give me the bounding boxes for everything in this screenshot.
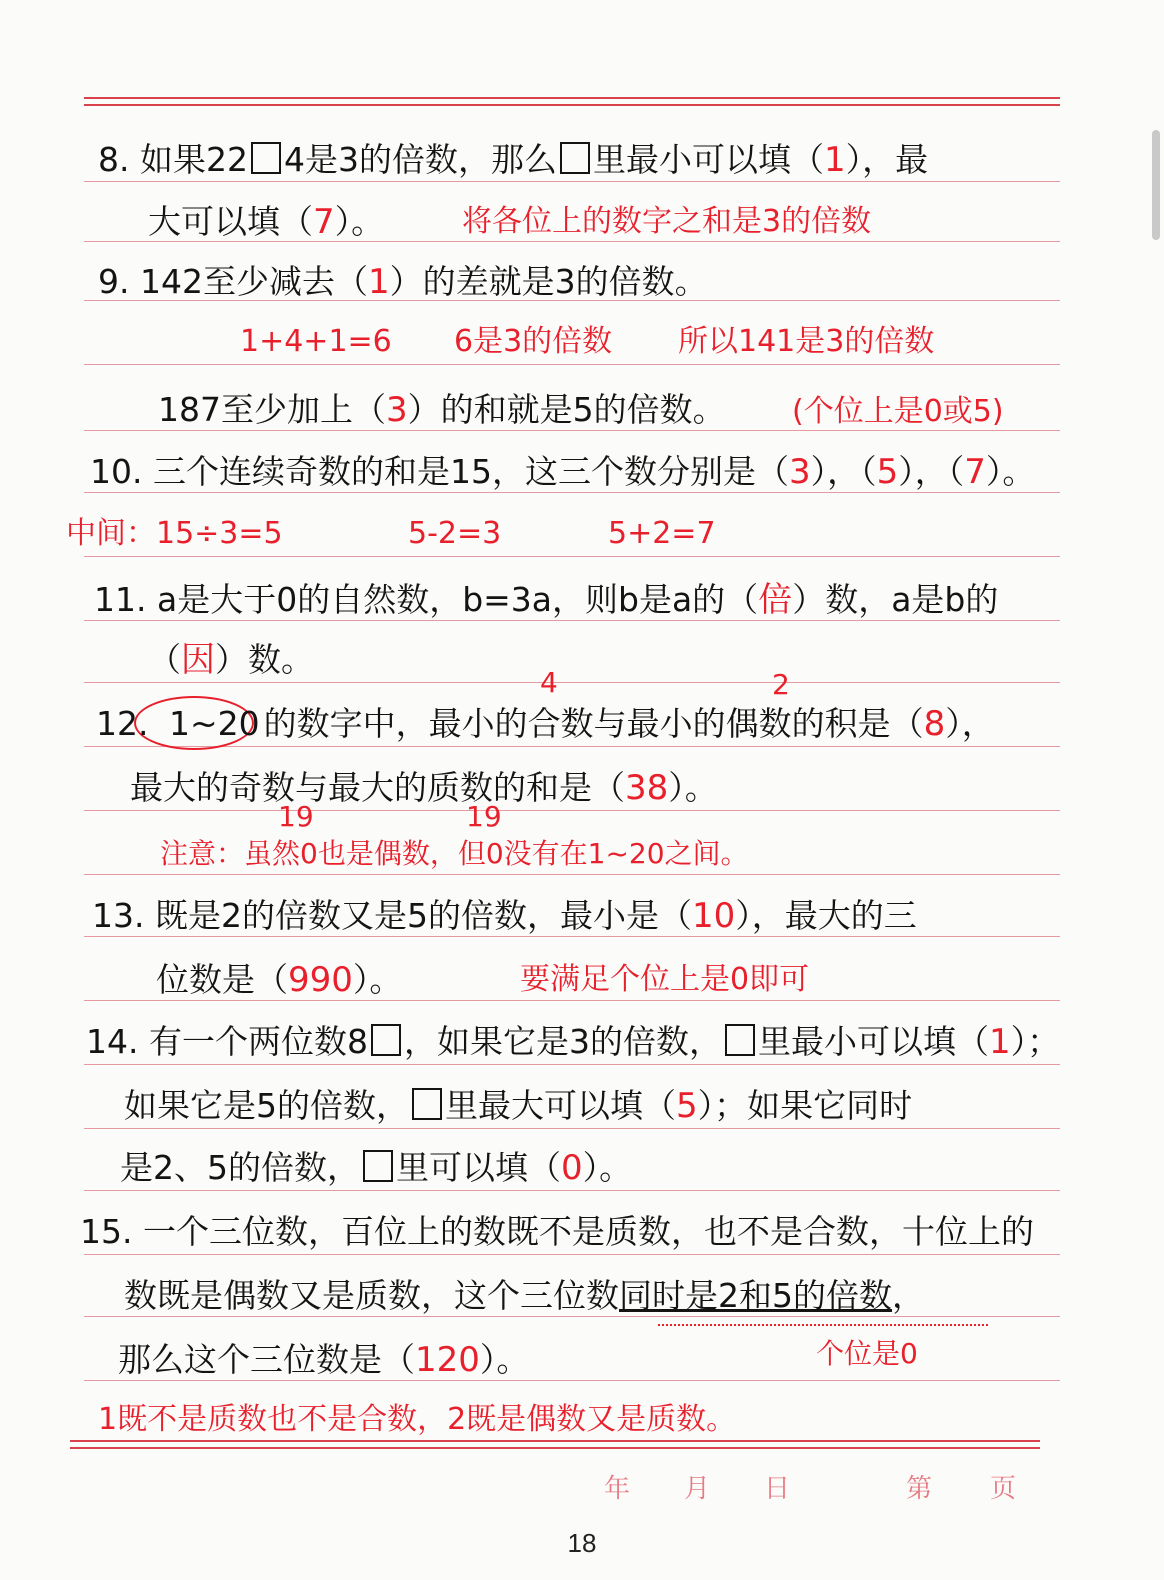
problem-13-answer-1: 10 — [691, 896, 736, 936]
problem-14-text-d: ）； — [1010, 1022, 1061, 1061]
bottom-border-line — [70, 1447, 1040, 1449]
problem-11-text-b: ）数，a是b的 — [792, 580, 999, 619]
ruled-line — [84, 620, 1060, 621]
problem-9-text-c: 187至少加上（ — [158, 390, 386, 429]
ruled-line — [84, 1190, 1060, 1191]
problem-9-line-2 — [158, 390, 726, 430]
problem-10-note-3: 5+2=7 — [608, 516, 716, 551]
problem-14-answer-2: 5 — [676, 1086, 698, 1126]
problem-14-text-j: ）。 — [582, 1148, 633, 1187]
problem-13-text-a: 13. 既是2的倍数又是5的倍数，最小是（ — [92, 896, 692, 935]
ruled-line — [84, 1064, 1060, 1065]
problem-15-text-c: 那么这个三位数是（ — [118, 1340, 415, 1379]
problem-11-answer-1: 倍 — [758, 580, 793, 620]
problem-11-text-c: （ — [148, 640, 181, 679]
problem-9-answer-2: 3 — [386, 390, 408, 430]
problem-12-text-b: ）， — [945, 704, 995, 743]
top-border-line — [84, 97, 1060, 99]
problem-10-text-a: 10. 三个连续奇数的和是15，这三个数分别是（ — [90, 452, 789, 491]
problem-11-text-d: ）数。 — [215, 640, 314, 679]
problem-12-answer-1: 8 — [923, 704, 946, 744]
problem-15-text-b3: ， — [892, 1276, 925, 1315]
problem-14-text-b: ，如果它是3的倍数， — [403, 1022, 722, 1061]
problem-9-note-4: (个位上是0或5) — [792, 394, 1004, 429]
problem-13-line-2 — [156, 960, 402, 1000]
problem-9-note-1: 1+4+1=6 — [240, 324, 392, 359]
ruled-line — [84, 1000, 1060, 1001]
ruled-line — [84, 936, 1060, 937]
problem-12-text-a: 的数字中，最小的合数与最小的偶数的积是（ — [263, 704, 924, 743]
problem-8-text-f: ）。 — [334, 202, 385, 241]
problem-13-note: 要满足个位上是0即可 — [520, 962, 810, 997]
problem-14-text-a: 14. 有一个两位数8 — [86, 1022, 368, 1061]
problem-12-line-1 — [96, 704, 995, 744]
problem-15-answer-1: 120 — [415, 1340, 480, 1380]
problem-15-note-1: 个位是0 — [816, 1337, 918, 1370]
problem-8-text-c: 里最小可以填（ — [592, 140, 824, 179]
problem-9-text-a: 9. 142至少减去（ — [98, 262, 368, 301]
problem-8-text-d: ），最 — [845, 140, 929, 179]
bottom-border-line — [70, 1440, 1040, 1442]
problem-12-text-d: ）。 — [668, 768, 718, 807]
problem-15-text-b1: 数既是偶数又是质数，这个三位数 — [124, 1276, 619, 1315]
footer-page: 页 — [990, 1474, 1017, 1504]
problem-10-text-d: ）。 — [985, 452, 1036, 491]
problem-15-text-d: ）。 — [479, 1340, 530, 1379]
problem-9-text-d: ）的和就是5的倍数。 — [407, 390, 726, 429]
problem-14-line-1 — [86, 1022, 1060, 1062]
problem-8-line-2 — [148, 202, 384, 242]
ruled-line — [84, 1128, 1060, 1129]
problem-15-line-3 — [118, 1340, 529, 1380]
ruled-line — [84, 874, 1060, 875]
problem-15-underlined-text: 同时是2和5的倍数 — [619, 1276, 892, 1315]
problem-13-text-c: 位数是（ — [156, 960, 288, 999]
problem-9-note-3: 所以141是3的倍数 — [678, 324, 935, 359]
problem-12-note: 注意：虽然0也是偶数，但0没有在1~20之间。 — [160, 837, 749, 870]
problem-15-wavy-underline — [658, 1314, 988, 1326]
footer-year: 年 — [604, 1474, 631, 1504]
problem-14-text-e: 如果它是5的倍数， — [124, 1086, 409, 1125]
problem-10-note-1: 中间：15÷3=5 — [66, 516, 283, 551]
problem-14-text-i: 里可以填（ — [396, 1148, 561, 1187]
problem-8-answer-1: 1 — [823, 140, 846, 180]
problem-15-line-1 — [80, 1212, 1034, 1252]
ruled-line — [84, 682, 1060, 683]
problem-14-text-f: 里最大可以填（ — [445, 1086, 676, 1125]
problem-10-text-c: ），（ — [898, 452, 965, 491]
problem-12-text-c: 最大的奇数与最大的质数的和是（ — [130, 768, 625, 807]
problem-12-annotation-above-2: 2 — [772, 668, 790, 701]
problem-13-text-d: ）。 — [352, 960, 403, 999]
problem-10-answer-2: 5 — [876, 452, 899, 492]
problem-11-line-1 — [94, 580, 998, 620]
problem-8-text-e: 大可以填（ — [148, 202, 313, 241]
ruled-line — [84, 364, 1060, 365]
footer-day: 日 — [764, 1474, 791, 1504]
problem-14-answer-3: 0 — [561, 1148, 583, 1188]
problem-8-text-b: 4是3的倍数，那么 — [283, 140, 557, 179]
blank-box-icon — [560, 142, 590, 174]
problem-9-line-1 — [98, 262, 708, 302]
footer-di: 第 — [906, 1474, 933, 1504]
problem-13-text-b: ），最大的三 — [735, 896, 917, 935]
blank-box-icon — [412, 1088, 442, 1120]
problem-9-note-2: 6是3的倍数 — [454, 324, 613, 359]
top-border-line — [84, 104, 1060, 106]
problem-10-line-1 — [90, 452, 1035, 492]
problem-9-text-b: ）的差就是3的倍数。 — [389, 262, 708, 301]
blank-box-icon — [251, 142, 281, 174]
problem-10-answer-3: 7 — [964, 452, 986, 492]
problem-12-line-2 — [130, 768, 718, 808]
ruled-line — [84, 1254, 1060, 1255]
ruled-line — [84, 810, 1060, 811]
problem-14-answer-1: 1 — [988, 1022, 1011, 1062]
problem-14-text-c: 里最小可以填（ — [757, 1022, 989, 1061]
problem-12-annotation-above-1: 4 — [540, 666, 558, 699]
problem-13-answer-2: 990 — [288, 960, 353, 1000]
ruled-line — [84, 746, 1060, 747]
problem-8-note: 将各位上的数字之和是3的倍数 — [462, 204, 872, 239]
problem-8-line-1 — [98, 140, 928, 180]
problem-12-answer-2: 38 — [625, 768, 669, 808]
ruled-line — [84, 556, 1060, 557]
problem-14-text-g: ）；如果它同时 — [697, 1086, 913, 1125]
ruled-line — [84, 181, 1060, 182]
ruled-line — [84, 1380, 1060, 1381]
problem-13-line-1 — [92, 896, 917, 936]
ruled-line — [84, 430, 1060, 431]
problem-12-number: 12. — [96, 704, 149, 743]
problem-10-answer-1: 3 — [788, 452, 811, 492]
problem-8-text-a: 8. 如果22 — [98, 140, 248, 179]
problem-11-answer-2: 因 — [181, 640, 215, 680]
problem-10-note-2: 5-2=3 — [408, 516, 502, 551]
problem-12-annotation-below-1: 19 — [278, 800, 314, 833]
blank-box-icon — [371, 1024, 401, 1056]
problem-14-text-h: 是2、5的倍数， — [120, 1148, 360, 1187]
problem-11-text-a: 11. a是大于0的自然数，b=3a，则b是a的（ — [94, 580, 759, 619]
problem-10-text-b: ），（ — [810, 452, 877, 491]
ruled-line — [84, 492, 1060, 493]
problem-14-line-3 — [120, 1148, 632, 1188]
footer-month: 月 — [684, 1474, 711, 1504]
blank-box-icon — [363, 1150, 393, 1182]
page-number: 18 — [567, 1528, 597, 1558]
blank-box-icon — [725, 1024, 755, 1056]
problem-9-answer-1: 1 — [367, 262, 390, 302]
problem-11-line-2 — [148, 640, 314, 680]
problem-15-note-2: 1既不是质数也不是合数，2既是偶数又是质数。 — [98, 1402, 737, 1437]
problem-12-annotation-below-2: 19 — [466, 800, 502, 833]
scrollbar-thumb[interactable] — [1152, 130, 1160, 240]
problem-12-circled-range: 1~20 — [168, 704, 260, 743]
problem-15-text-a: 15. 一个三位数，百位上的数既不是质数，也不是合数，十位上的 — [80, 1212, 1034, 1251]
problem-8-answer-2: 7 — [313, 202, 335, 242]
problem-14-line-2 — [124, 1086, 912, 1126]
problem-15-line-2 — [124, 1276, 925, 1316]
